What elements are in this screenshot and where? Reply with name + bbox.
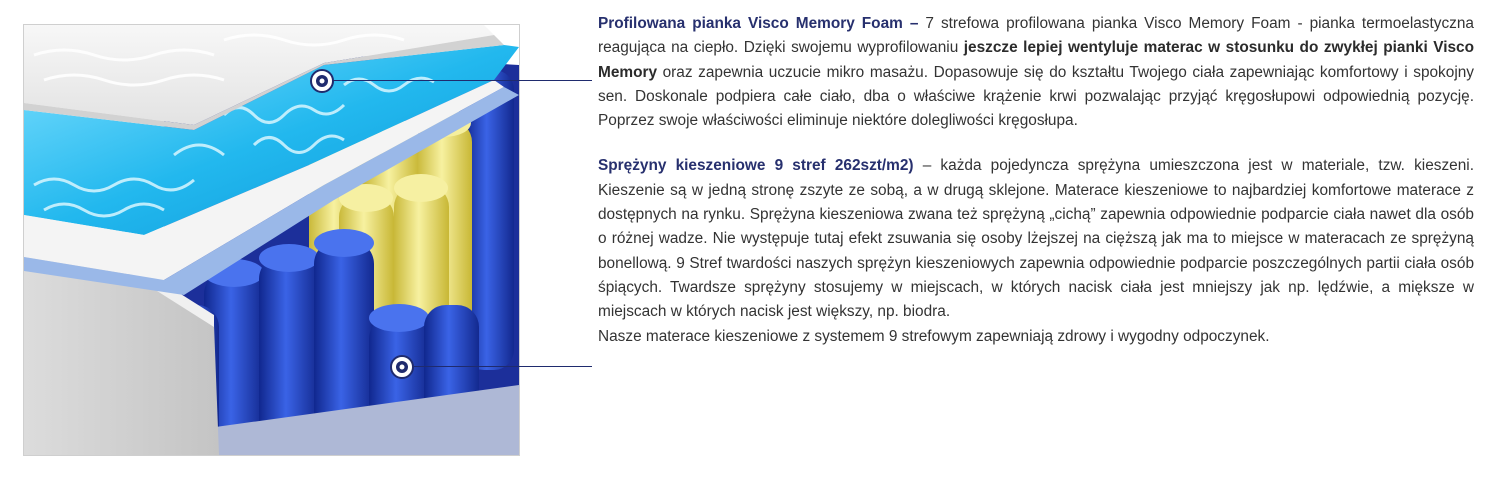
foam-text-part-1: 7 strefowa profilowana pianka Visco Memory Foam - pianka termoelastyczna reagująca na ciepło. Dzięki swojemu wyprofilowaniu (598, 15, 1474, 57)
springs-marker-icon[interactable] (391, 356, 413, 378)
foam-description (598, 12, 1474, 133)
mattress-illustration (23, 24, 520, 456)
springs-text: – każda pojedyncza sprężyna umieszczona jest w materiale, tzw. kieszeni. Kieszenie są w jedną stronę zszyte ze sobą, a w drugą sklejone. Materace kieszeniowe to najbardziej komfortowe materace z dostępnych na rynku. Sprężyna kieszeniowa zwana też sprężyną „cichą” zapewnia odpowiednie podparcie ciała nawet dla osób o różnej wadze. Nie występuje tutaj efekt zsuwania się osoby lżejszej na cięższą jak ma to miejsce w materacach ze sprężyną bonellową. 9 Stref twardości naszych sprężyn kieszeniowych zapewnia odpowiednie podparcie poszczególnych partii ciała osób śpiących. Twardsze sprężyny stosujemy w miejscach, w których nacisk ciała jest mniejszy jak np. lędźwie, a miększe w miejscach w których nacisk jest większy, np. biodra. (598, 157, 1474, 321)
foam-heading: Profilowana pianka Visco Memory Foam – (598, 15, 919, 32)
springs-heading: Sprężyny kieszeniowe 9 stref 262szt/m2) (598, 157, 914, 175)
springs-description (598, 154, 1474, 324)
foam-leader-line (332, 80, 592, 81)
foam-marker-icon[interactable] (311, 70, 333, 92)
springs-leader-line (412, 366, 592, 367)
foam-text-part-2: oraz zapewnia uczucie mikro masażu. Dopasowuje się do kształtu Twojego ciała zapewniając komfortowy i spokojny sen. Doskonale podpiera całe ciało, dba o właściwe krążenie krwi pozwalając przyjąć kręgosłupowi odpowiednią pozycję. Poprzez swoje właściwości eliminuje niektóre dolegliwości kręgosłupa. (598, 63, 1474, 130)
closing-sentence: Nasze materace kieszeniowe z systemem 9 strefowym zapewniają zdrowy i wygodny odpoczynek. (598, 327, 1270, 345)
description-column (598, 12, 1474, 349)
mattress-cross-section-drawing (24, 25, 519, 455)
foam-text-bold: jeszcze lepiej wentyluje materac w stosunku do zwykłej pianki Visco Memory (598, 39, 1474, 81)
